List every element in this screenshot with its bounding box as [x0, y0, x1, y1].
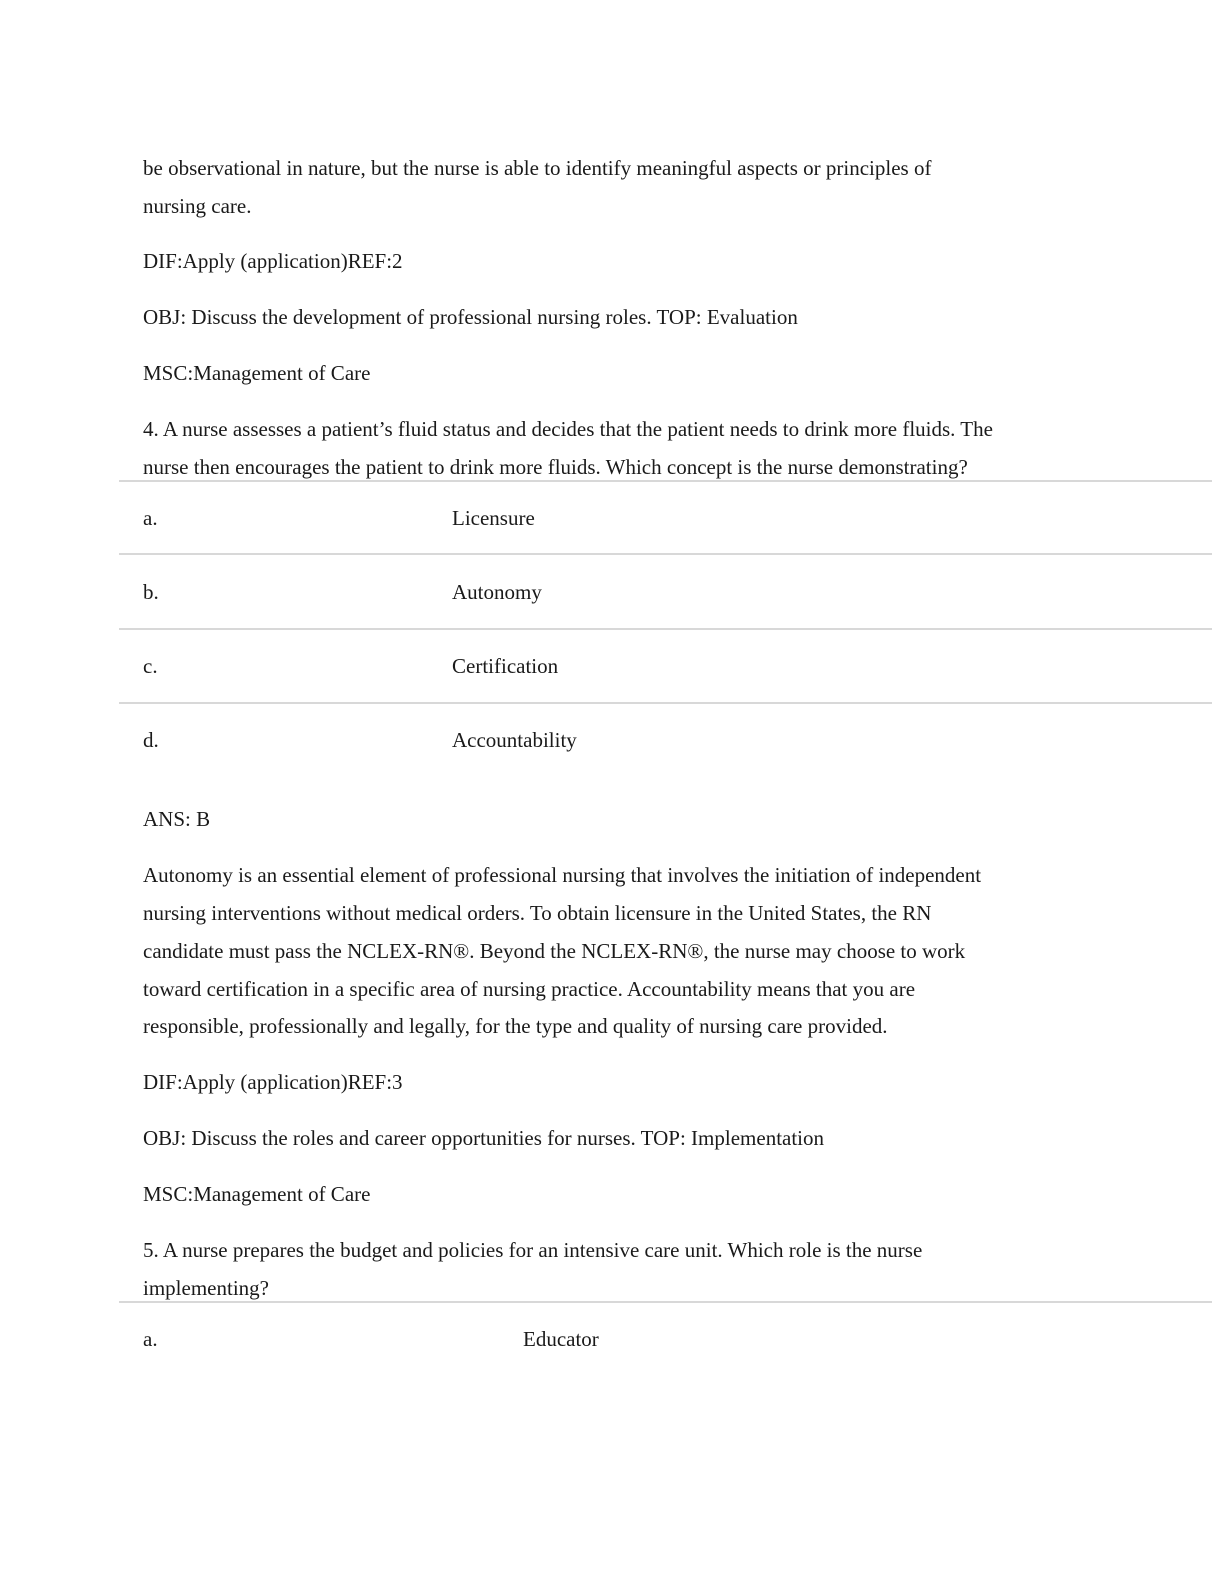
- q4-rationale-line-5: responsible, professionally and legally, for the type and quality of nursing care provided.: [143, 1014, 888, 1038]
- option-text: Certification: [452, 654, 559, 678]
- q3-obj-top: OBJ: Discuss the development of professional nursing roles. TOP: Evaluation: [143, 305, 798, 329]
- q4-options-divider: [119, 628, 1212, 630]
- q4-msc: MSC:Management of Care: [143, 1182, 371, 1206]
- q4-stem-line-1: 4. A nurse assesses a patient’s fluid status and decides that the patient needs to drink more fluids. The: [143, 417, 993, 441]
- q3-dif-ref: DIF:Apply (application)REF:2: [143, 249, 403, 273]
- q4-options-divider: [119, 702, 1212, 704]
- option-letter: a.: [143, 506, 158, 530]
- q4-options-divider: [119, 553, 1212, 555]
- q5-stem-line-2: implementing?: [143, 1276, 269, 1300]
- q3-msc: MSC:Management of Care: [143, 361, 371, 385]
- q4-obj-top: OBJ: Discuss the roles and career opportunities for nurses. TOP: Implementation: [143, 1126, 825, 1150]
- q4-rationale-line-3: candidate must pass the NCLEX-RN®. Beyond the NCLEX-RN®, the nurse may choose to work: [143, 939, 966, 963]
- q4-rationale-line-1: Autonomy is an essential element of professional nursing that involves the initiation of independent: [143, 863, 982, 887]
- option-letter: d.: [143, 728, 159, 752]
- q4-dif-ref: DIF:Apply (application)REF:3: [143, 1070, 403, 1094]
- option-text: Licensure: [452, 506, 535, 530]
- option-letter: c.: [143, 654, 158, 678]
- q3-rationale-line-1: be observational in nature, but the nurse is able to identify meaningful aspects or principles of: [143, 156, 932, 180]
- option-text: Accountability: [452, 728, 577, 752]
- option-text: Autonomy: [452, 580, 542, 604]
- q4-rationale-line-4: toward certification in a specific area of nursing practice. Accountability means that you are: [143, 977, 916, 1001]
- q4-options-divider: [119, 480, 1212, 482]
- option-text: Educator: [523, 1327, 599, 1351]
- q4-stem-line-2: nurse then encourages the patient to drink more fluids. Which concept is the nurse demonstrating?: [143, 455, 968, 479]
- q5-options-divider: [119, 1301, 1212, 1303]
- option-letter: a.: [143, 1327, 158, 1351]
- q3-rationale-line-2: nursing care.: [143, 194, 252, 218]
- option-letter: b.: [143, 580, 159, 604]
- q5-stem-line-1: 5. A nurse prepares the budget and policies for an intensive care unit. Which role is the nurse: [143, 1238, 923, 1262]
- q4-answer: ANS: B: [143, 807, 211, 831]
- q4-rationale-line-2: nursing interventions without medical orders. To obtain licensure in the United States, the RN: [143, 901, 932, 925]
